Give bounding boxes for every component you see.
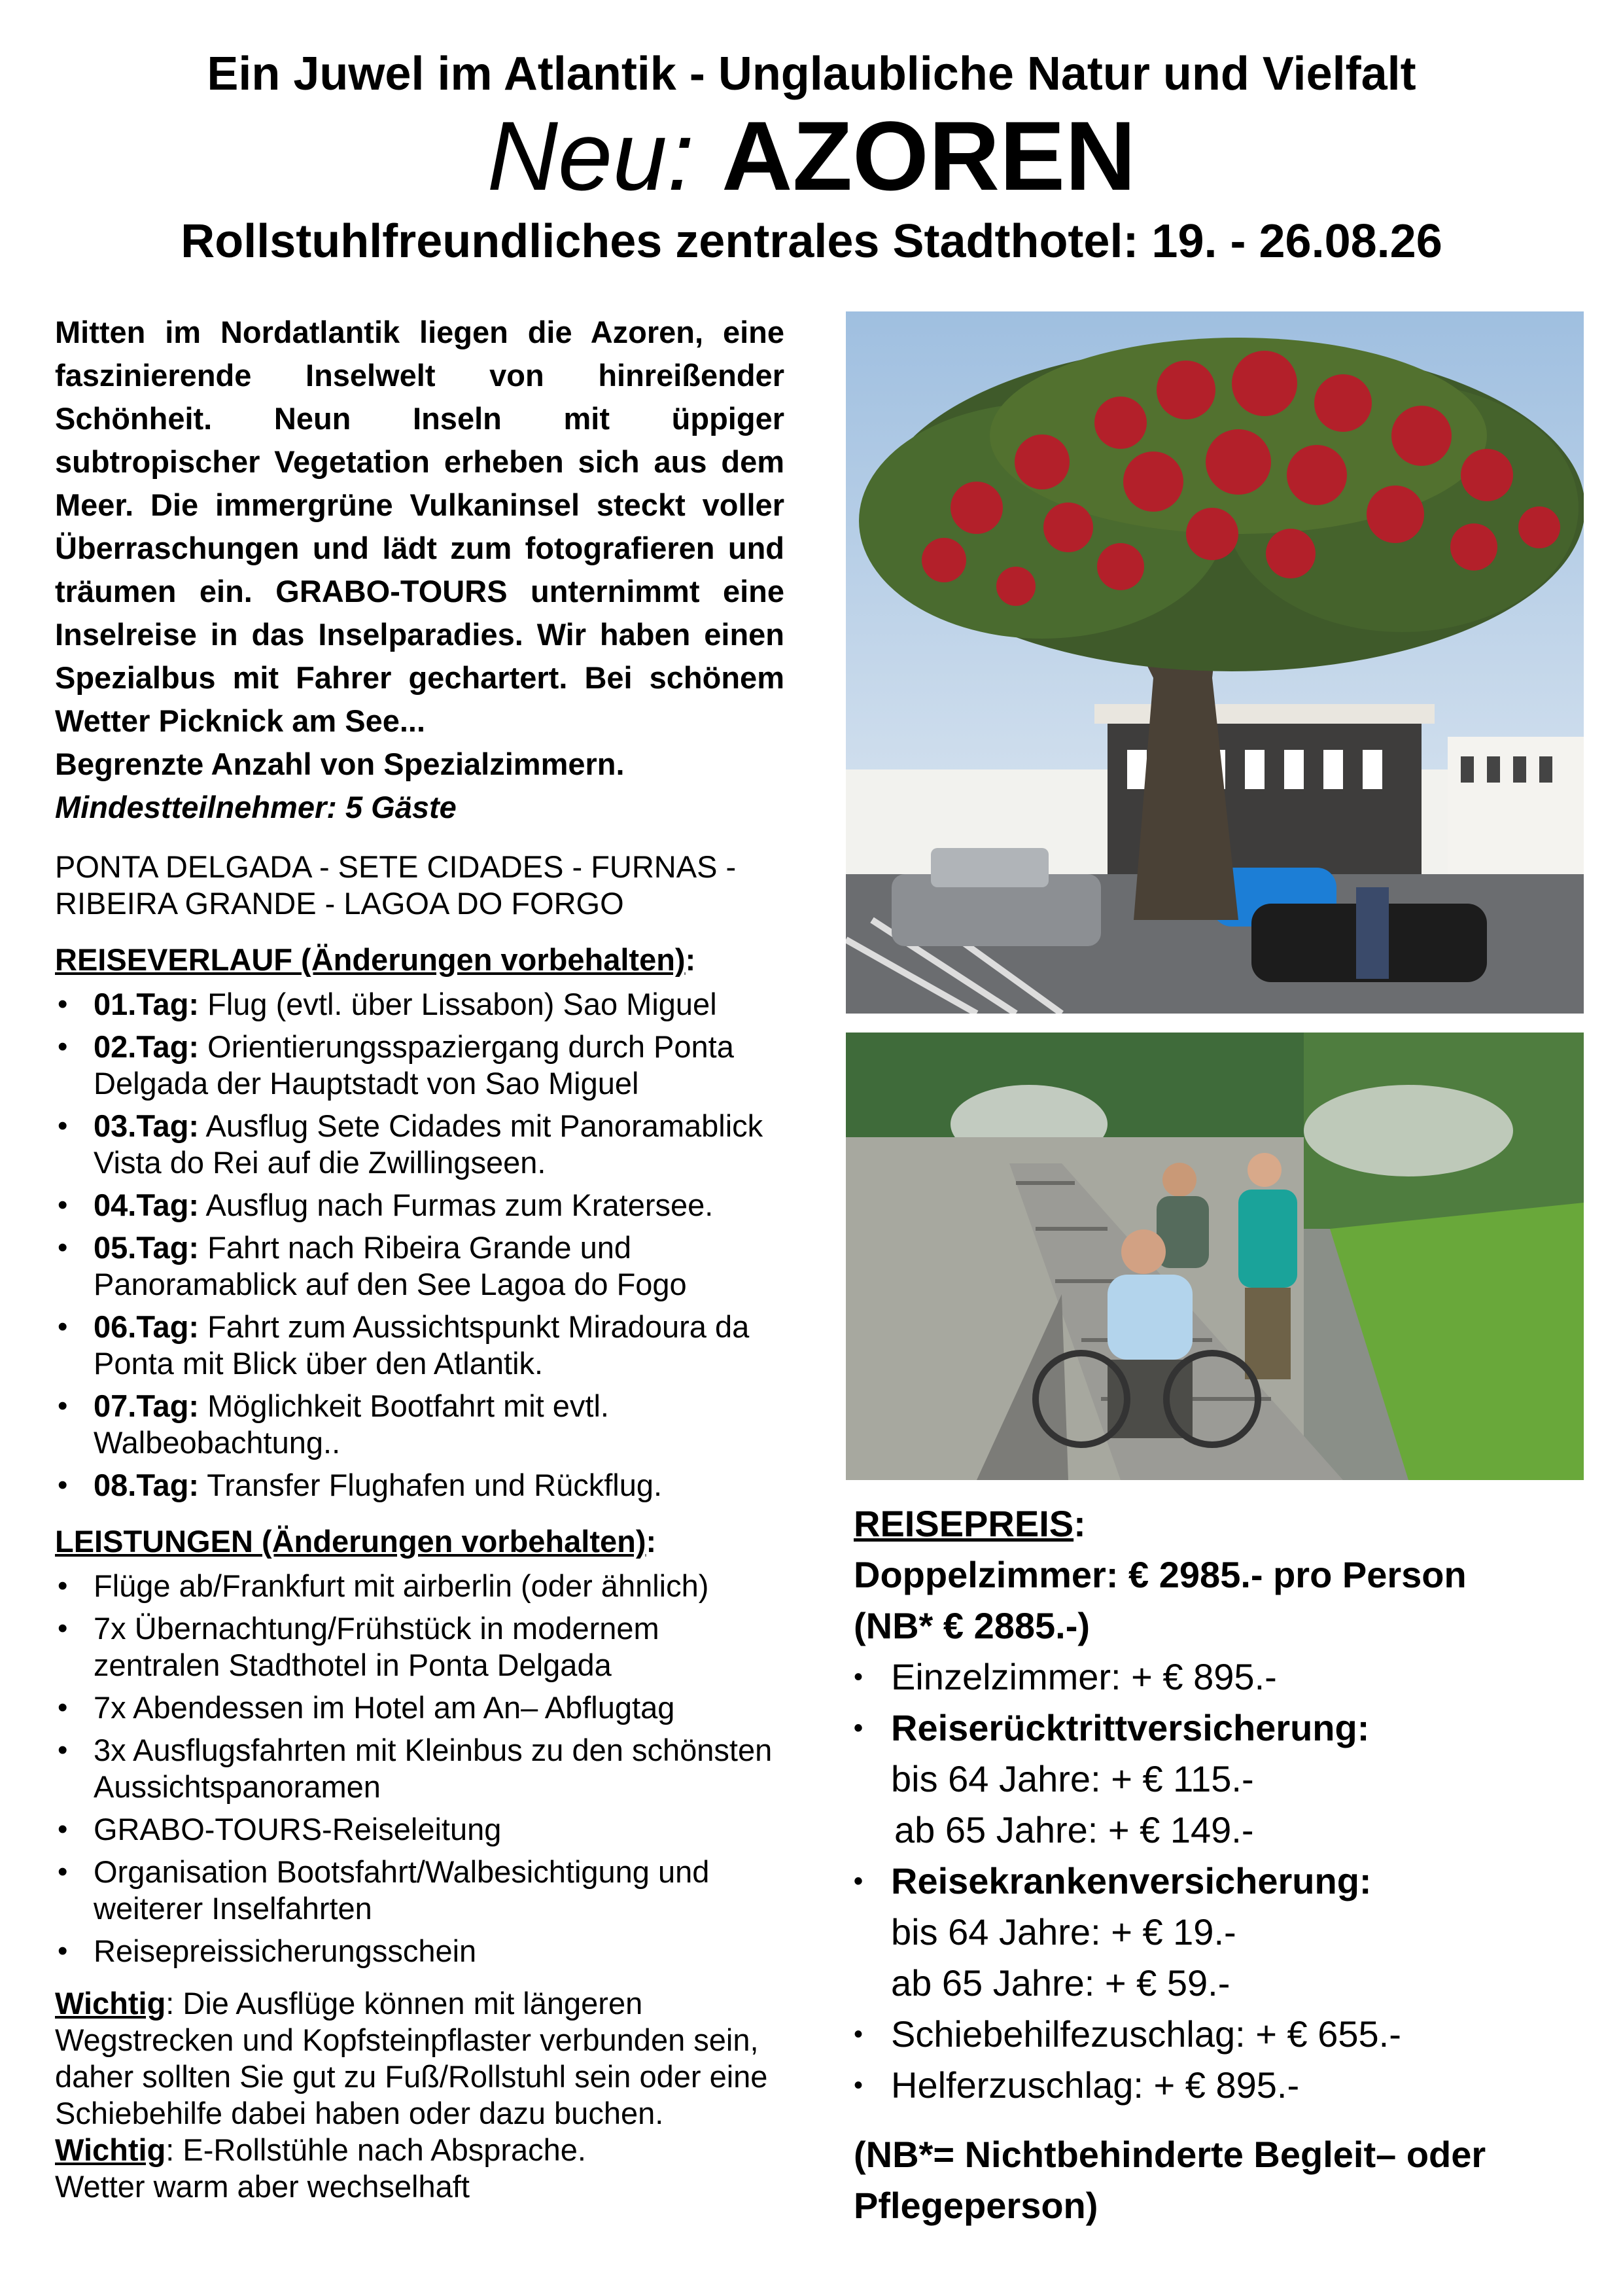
day-text: Fahrt nach Ribeira Grande und Panoramablick auf den See Lagoa do Fogo bbox=[94, 1230, 687, 1301]
limited-rooms: Begrenzte Anzahl von Spezialzimmern. bbox=[55, 747, 625, 781]
helper-supplement: • Helferzuschlag: + € 895.- bbox=[854, 2060, 1586, 2111]
route-line-2: RIBEIRA GRANDE - LAGOA DO FORGO bbox=[55, 886, 624, 921]
weather-note: Wetter warm aber wechselhaft bbox=[55, 2169, 470, 2204]
itinerary-day bbox=[55, 1029, 784, 1102]
itinerary-day bbox=[55, 1108, 784, 1181]
services-title-text: LEISTUNGEN (Änderungen vorbehalten) bbox=[55, 1524, 646, 1559]
title-azoren: AZOREN bbox=[722, 101, 1136, 211]
nb-footnote: (NB*= Nichtbehinderte Begleit– oder Pflegeperson) bbox=[854, 2134, 1486, 2226]
day-label: 05.Tag: bbox=[94, 1230, 200, 1265]
itinerary-day bbox=[55, 1467, 784, 1504]
itinerary-list bbox=[55, 986, 784, 1504]
page-header bbox=[0, 46, 1623, 270]
price-title-colon: : bbox=[1073, 1503, 1086, 1544]
flowering-tree-image bbox=[846, 311, 1584, 1014]
itinerary-title-text: REISEVERLAUF (Änderungen vorbehalten) bbox=[55, 942, 686, 977]
services-list bbox=[55, 1568, 784, 1969]
photo-boardwalk bbox=[846, 1033, 1584, 1480]
day-label: 04.Tag: bbox=[94, 1188, 200, 1222]
price-section bbox=[854, 1498, 1586, 2231]
double-room-price-nb: (NB* € 2885.-) bbox=[854, 1605, 1091, 1646]
day-label: 07.Tag: bbox=[94, 1388, 200, 1423]
service-item: • GRABO-TOURS-Reiseleitung bbox=[55, 1811, 784, 1848]
title-neu: Neu: bbox=[487, 101, 695, 211]
health-insurance-title: • Reisekrankenversicherung: bbox=[854, 1856, 1586, 1907]
day-text: Flug (evtl. über Lissabon) Sao Miguel bbox=[207, 987, 717, 1021]
day-label: 06.Tag: bbox=[94, 1309, 200, 1344]
services-title bbox=[55, 1522, 784, 1561]
route-summary bbox=[55, 849, 784, 922]
service-item: • Reisepreissicherungsschein bbox=[55, 1933, 784, 1969]
day-label: 08.Tag: bbox=[94, 1468, 200, 1502]
itinerary-day bbox=[55, 1309, 784, 1382]
single-room-supplement: • Einzelzimmer: + € 895.- bbox=[854, 1651, 1586, 1703]
itinerary-day bbox=[55, 1187, 784, 1224]
hotel-dates: Rollstuhlfreundliches zentrales Stadthotel: 19. - 26.08.26 bbox=[181, 215, 1442, 268]
day-label: 02.Tag: bbox=[94, 1029, 200, 1064]
price-list-2 bbox=[854, 1856, 1586, 1907]
day-label: 01.Tag: bbox=[94, 987, 200, 1021]
double-room-price: Doppelzimmer: € 2985.- pro Person bbox=[854, 1554, 1467, 1595]
important-text: : Die Ausflüge können mit längeren Wegstrecken und Kopfsteinpflaster verbunden sein, daher sollten Sie gut zu Fuß/Rollstuhl sein oder eine Schiebehilfe dabei haben oder dazu buchen. bbox=[55, 1986, 768, 2130]
itinerary-title bbox=[55, 940, 784, 980]
left-column bbox=[55, 311, 784, 2205]
day-text: Möglichkeit Bootfahrt mit evtl. Walbeobachtung.. bbox=[94, 1388, 609, 1460]
itinerary-day bbox=[55, 1388, 784, 1461]
price-list bbox=[854, 1651, 1586, 1754]
service-item: • 3x Ausflugsfahrten mit Kleinbus zu den schönsten Aussichtspanoramen bbox=[55, 1732, 784, 1805]
important-label: Wichtig bbox=[55, 1986, 166, 2021]
service-item: • 7x Übernachtung/Frühstück in modernem zentralen Stadthotel in Ponta Delgada bbox=[55, 1610, 784, 1684]
price-title bbox=[854, 1498, 1586, 1549]
important-notes bbox=[55, 1985, 784, 2205]
price-list-3 bbox=[854, 2009, 1586, 2111]
health-under-64: bis 64 Jahre: + € 19.- bbox=[891, 1911, 1236, 1952]
service-item: • Organisation Bootsfahrt/Walbesichtigung und weiterer Inselfahrten bbox=[55, 1854, 784, 1927]
cancellation-over-65: ab 65 Jahre: + € 149.- bbox=[894, 1809, 1254, 1850]
day-text: Ausflug nach Furmas zum Kratersee. bbox=[205, 1188, 714, 1222]
itinerary-day bbox=[55, 986, 784, 1023]
intro-text: Mitten im Nordatlantik liegen die Azoren, eine faszinierende Inselwelt von hinreißender Schönheit. Neun Inseln mit üppiger subtropischer Vegetation erheben sich aus dem Meer. Die immergrüne Vulkaninsel steckt voller Überraschungen und lädt zum fotografieren und träumen ein. GRABO-TOURS unternimmt eine Inselreise in das Inselparadies. Wir haben einen Spezialbus mit Fahrer gechartert. Bei schönem Wetter Picknick am See... bbox=[55, 315, 784, 738]
day-label: 03.Tag: bbox=[94, 1108, 200, 1143]
day-text: Ausflug Sete Cidades mit Panoramablick Vista do Rei auf die Zwillingseen. bbox=[94, 1108, 763, 1180]
important-note-2 bbox=[55, 2132, 784, 2168]
push-assist-supplement: • Schiebehilfezuschlag: + € 655.- bbox=[854, 2009, 1586, 2060]
health-over-65: ab 65 Jahre: + € 59.- bbox=[891, 1962, 1230, 2004]
boardwalk-image bbox=[846, 1033, 1584, 1480]
min-participants: Mindestteilnehmer: 5 Gäste bbox=[55, 790, 457, 824]
itinerary-title-colon: : bbox=[685, 942, 696, 977]
services-title-colon: : bbox=[646, 1524, 657, 1559]
photo-flowering-tree bbox=[846, 311, 1584, 1014]
service-item: • Flüge ab/Frankfurt mit airberlin (oder ähnlich) bbox=[55, 1568, 784, 1604]
service-item: • 7x Abendessen im Hotel am An– Abflugtag bbox=[55, 1689, 784, 1726]
route-line-1: PONTA DELGADA - SETE CIDADES - FURNAS - bbox=[55, 849, 737, 884]
headline-subtitle: Ein Juwel im Atlantik - Unglaubliche Natur und Vielfalt bbox=[207, 48, 1416, 100]
day-text: Transfer Flughafen und Rückflug. bbox=[207, 1468, 663, 1502]
day-text: Fahrt zum Aussichtspunkt Miradoura da Ponta mit Blick über den Atlantik. bbox=[94, 1309, 750, 1381]
important-text: : E-Rollstühle nach Absprache. bbox=[166, 2132, 586, 2167]
day-text: Orientierungsspaziergang durch Ponta Delgada der Hauptstadt von Sao Miguel bbox=[94, 1029, 734, 1101]
price-title-text: REISEPREIS bbox=[854, 1503, 1074, 1544]
itinerary-day bbox=[55, 1229, 784, 1303]
page-title bbox=[0, 101, 1623, 211]
cancellation-under-64: bis 64 Jahre: + € 115.- bbox=[891, 1758, 1254, 1799]
important-note-1 bbox=[55, 1985, 784, 2132]
cancellation-insurance-title: • Reiserücktrittversicherung: bbox=[854, 1703, 1586, 1754]
important-label: Wichtig bbox=[55, 2132, 166, 2167]
